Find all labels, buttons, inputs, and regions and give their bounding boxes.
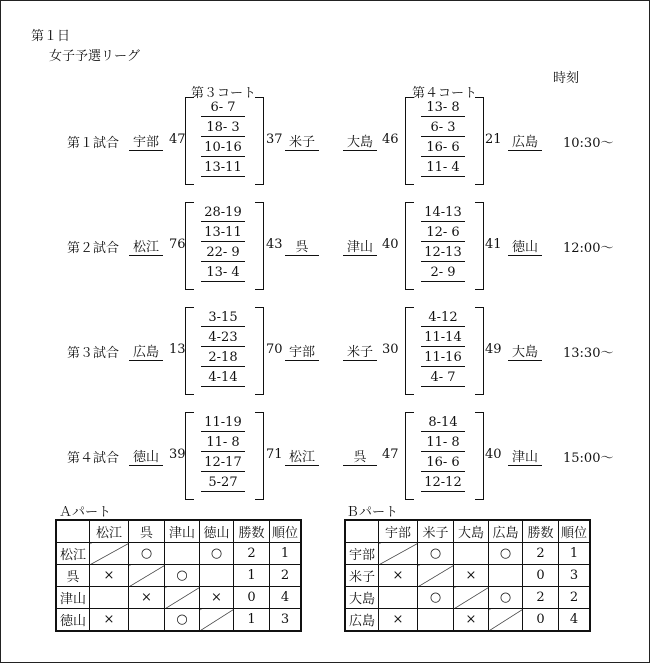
set-underline [201, 326, 245, 327]
bracket-right [255, 202, 264, 290]
set-score: 2- 9 [430, 265, 456, 280]
game-label: 第１試合 [67, 136, 120, 151]
result-cell: ○ [418, 543, 454, 565]
team-right: 津山 [508, 446, 542, 466]
diagonal-cell [165, 587, 200, 609]
set-score: 13-11 [204, 225, 242, 240]
bracket-right [475, 412, 484, 500]
set-score: 16- 6 [426, 140, 460, 155]
result-cell: 4 [559, 609, 591, 632]
game-label: 第４試合 [67, 451, 120, 466]
header-cell [345, 520, 379, 543]
set-score: 6- 3 [430, 120, 456, 135]
set-underline [421, 451, 465, 452]
header-cell: 大島 [454, 520, 489, 543]
score-right: 43 [266, 237, 283, 252]
result-cell: 2 [559, 587, 591, 609]
score-left: 47 [382, 447, 399, 462]
result-cell: ○ [165, 609, 200, 632]
team-left: 広島 [129, 341, 163, 361]
day-label: 第１日 [31, 29, 71, 44]
set-underline [201, 366, 245, 367]
set-score: 22- 9 [206, 245, 240, 260]
set-score: 4- 7 [430, 370, 456, 385]
set-underline [201, 136, 245, 137]
header-cell: 勝数 [234, 520, 270, 543]
set-underline [421, 176, 465, 177]
result-cell: × [200, 587, 234, 609]
bracket-left [185, 202, 194, 290]
set-underline [421, 346, 465, 347]
header-cell: 順位 [270, 520, 302, 543]
score-right: 40 [485, 447, 502, 462]
set-underline [201, 221, 245, 222]
header-cell: 勝数 [523, 520, 559, 543]
bracket-left [185, 97, 194, 185]
team-left: 呉 [343, 446, 377, 466]
set-underline [201, 431, 245, 432]
team-right: 松江 [285, 446, 319, 466]
set-underline [201, 471, 245, 472]
team-right: 大島 [508, 341, 542, 361]
result-cell: ○ [200, 543, 234, 565]
header-cell [56, 520, 90, 543]
result-cell [379, 587, 418, 609]
team-right: 宇部 [285, 341, 319, 361]
set-underline [421, 261, 465, 262]
set-score: 12- 6 [426, 225, 460, 240]
set-score: 11-16 [424, 350, 462, 365]
set-score: 4-23 [208, 330, 238, 345]
team-name-cell: 松江 [56, 543, 90, 565]
score-left: 39 [169, 447, 186, 462]
result-cell [418, 609, 454, 632]
header-cell: 順位 [559, 520, 591, 543]
score-right: 37 [266, 132, 283, 147]
game-label: 第２試合 [67, 241, 120, 256]
set-score: 11-19 [204, 415, 242, 430]
set-underline [421, 471, 465, 472]
result-cell: × [90, 565, 129, 587]
header-cell: 宇部 [379, 520, 418, 543]
league-title: 女子予選リーグ [49, 49, 141, 64]
result-cell: × [129, 587, 165, 609]
result-cell: ○ [129, 543, 165, 565]
team-left: 米子 [343, 341, 377, 361]
set-score: 13- 4 [206, 265, 240, 280]
score-right: 71 [266, 447, 283, 462]
team-name-cell: 大島 [345, 587, 379, 609]
team-right: 広島 [508, 131, 542, 151]
set-score: 10-16 [204, 140, 242, 155]
result-cell: 2 [234, 543, 270, 565]
result-cell: 1 [559, 543, 591, 565]
game-label: 第３試合 [67, 346, 120, 361]
set-score: 12-12 [424, 475, 462, 490]
result-cell: 3 [559, 565, 591, 587]
team-right: 徳山 [508, 236, 542, 256]
score-left: 40 [382, 237, 399, 252]
score-right: 49 [485, 342, 502, 357]
diagonal-cell [200, 609, 234, 632]
bracket-right [475, 307, 484, 395]
set-underline [201, 261, 245, 262]
set-underline [421, 156, 465, 157]
header-cell: 広島 [489, 520, 523, 543]
result-cell: ○ [489, 543, 523, 565]
set-underline [201, 156, 245, 157]
score-left: 30 [382, 342, 399, 357]
part-title: Ａパート [59, 505, 112, 520]
set-underline [421, 326, 465, 327]
header-cell: 米子 [418, 520, 454, 543]
set-underline [421, 116, 465, 117]
court-3-header: 第３コート [191, 86, 257, 101]
set-score: 12-13 [424, 245, 462, 260]
set-score: 28-19 [204, 205, 242, 220]
set-underline [201, 176, 245, 177]
set-underline [201, 491, 245, 492]
team-left: 宇部 [129, 131, 163, 151]
set-score: 5-27 [208, 475, 238, 490]
set-underline [421, 366, 465, 367]
header-cell: 呉 [129, 520, 165, 543]
set-underline [421, 241, 465, 242]
team-name-cell: 徳山 [56, 609, 90, 632]
game-time: 12:00〜 [563, 241, 614, 256]
result-cell: 1 [234, 609, 270, 632]
result-cell: 2 [523, 543, 559, 565]
set-underline [421, 281, 465, 282]
set-underline [421, 431, 465, 432]
result-cell: ○ [418, 587, 454, 609]
diagonal-cell [489, 609, 523, 632]
result-cell: 0 [234, 587, 270, 609]
team-name-cell: 米子 [345, 565, 379, 587]
set-score: 4-12 [428, 310, 458, 325]
result-cell: × [90, 609, 129, 632]
diagonal-cell [454, 587, 489, 609]
result-cell: × [379, 609, 418, 632]
team-left: 松江 [129, 236, 163, 256]
diagonal-cell [129, 565, 165, 587]
diagonal-cell [418, 565, 454, 587]
game-time: 15:00〜 [563, 451, 614, 466]
set-score: 11- 8 [206, 435, 240, 450]
bracket-left [405, 97, 414, 185]
team-name-cell: 津山 [56, 587, 90, 609]
bracket-right [475, 202, 484, 290]
team-name-cell: 宇部 [345, 543, 379, 565]
game-time: 13:30〜 [563, 346, 614, 361]
result-cell [129, 609, 165, 632]
result-cell: 0 [523, 609, 559, 632]
set-score: 11- 4 [426, 160, 460, 175]
header-cell: 松江 [90, 520, 129, 543]
result-cell: 4 [270, 587, 302, 609]
set-score: 6- 7 [210, 100, 236, 115]
set-score: 13- 8 [426, 100, 460, 115]
set-score: 2-18 [208, 350, 238, 365]
set-score: 11-14 [424, 330, 462, 345]
time-header: 時刻 [553, 71, 580, 86]
result-cell: 2 [270, 565, 302, 587]
set-score: 13-11 [204, 160, 242, 175]
header-cell: 津山 [165, 520, 200, 543]
bracket-left [185, 307, 194, 395]
set-underline [201, 116, 245, 117]
bracket-right [255, 97, 264, 185]
header-cell: 徳山 [200, 520, 234, 543]
set-score: 11- 8 [426, 435, 460, 450]
set-underline [421, 136, 465, 137]
score-left: 46 [382, 132, 399, 147]
score-left: 13 [169, 342, 186, 357]
standings-table [55, 519, 302, 632]
team-left: 大島 [343, 131, 377, 151]
bracket-right [475, 97, 484, 185]
set-underline [421, 221, 465, 222]
score-left: 76 [169, 237, 186, 252]
bracket-left [185, 412, 194, 500]
result-cell [200, 565, 234, 587]
team-right: 呉 [285, 236, 319, 256]
bracket-left [405, 412, 414, 500]
result-cell: × [454, 609, 489, 632]
score-right: 21 [485, 132, 502, 147]
result-cell: ○ [489, 587, 523, 609]
score-right: 41 [485, 237, 502, 252]
set-score: 14-13 [424, 205, 462, 220]
bracket-left [405, 202, 414, 290]
result-cell: 3 [270, 609, 302, 632]
set-underline [201, 281, 245, 282]
team-name-cell: 呉 [56, 565, 90, 587]
diagonal-cell [90, 543, 129, 565]
set-score: 16- 6 [426, 455, 460, 470]
set-score: 8-14 [428, 415, 458, 430]
set-score: 4-14 [208, 370, 238, 385]
set-underline [201, 451, 245, 452]
team-left: 津山 [343, 236, 377, 256]
result-cell [489, 565, 523, 587]
result-cell [165, 543, 200, 565]
score-right: 70 [266, 342, 283, 357]
set-score: 18- 3 [206, 120, 240, 135]
team-right: 米子 [285, 131, 319, 151]
set-score: 3-15 [208, 310, 238, 325]
result-cell: × [379, 565, 418, 587]
result-cell [90, 587, 129, 609]
result-cell [454, 543, 489, 565]
diagonal-cell [379, 543, 418, 565]
team-name-cell: 広島 [345, 609, 379, 632]
bracket-left [405, 307, 414, 395]
standings-table [344, 519, 591, 632]
set-underline [201, 241, 245, 242]
set-underline [421, 386, 465, 387]
part-title: Ｂパート [346, 505, 399, 520]
result-cell: × [454, 565, 489, 587]
team-left: 徳山 [129, 446, 163, 466]
bracket-right [255, 307, 264, 395]
set-underline [201, 346, 245, 347]
result-cell: ○ [165, 565, 200, 587]
result-cell: 1 [234, 565, 270, 587]
game-time: 10:30〜 [563, 136, 614, 151]
score-left: 47 [169, 132, 186, 147]
set-score: 12-17 [204, 455, 242, 470]
court-4-header: 第４コート [412, 86, 478, 101]
result-cell: 1 [270, 543, 302, 565]
set-underline [201, 386, 245, 387]
set-underline [421, 491, 465, 492]
bracket-right [255, 412, 264, 500]
result-cell: 0 [523, 565, 559, 587]
result-cell: 2 [523, 587, 559, 609]
